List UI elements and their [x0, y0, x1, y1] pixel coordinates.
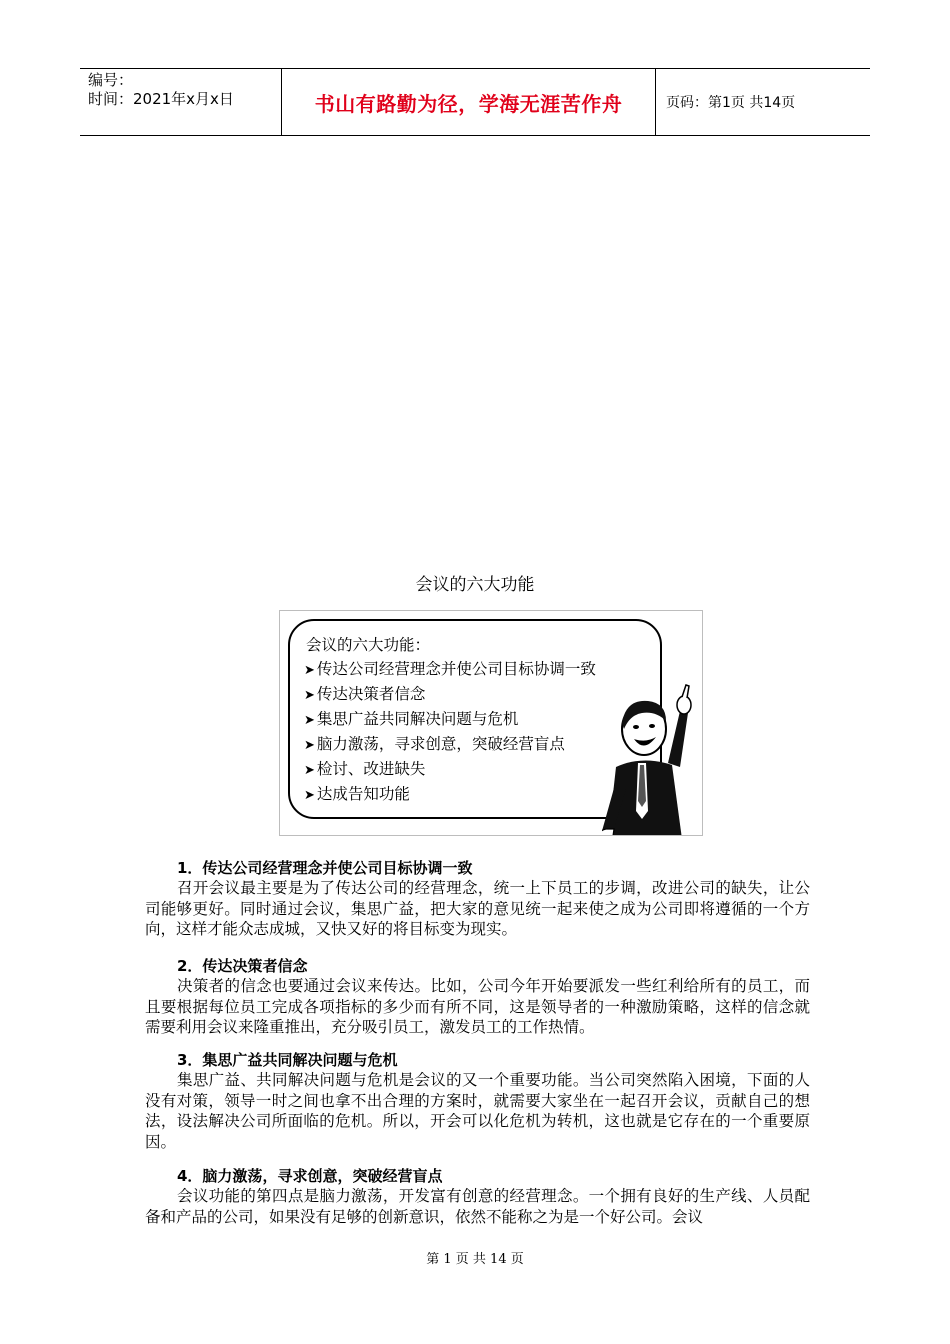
businessman-pointing-icon — [602, 671, 703, 836]
section-4 — [145, 1166, 810, 1227]
arrow-bullet-icon: ➤ — [304, 713, 315, 728]
section-body: 召开会议最主要是为了传达公司的经营理念，统一上下员工的步调，改进公司的缺失，让公司能够更好。同时通过会议，集思广益，把大家的意见统一起来使之成为公司即将遵循的一个方向，这样才能众志成城，又快又好的将目标变为现实。 — [145, 879, 810, 938]
list-item: ➤ 检讨、改进缺失 — [304, 757, 596, 782]
list-item: ➤ 集思广益共同解决问题与危机 — [304, 707, 596, 732]
time-label: 时间：2021年x月x日 — [88, 90, 234, 108]
section-2 — [145, 956, 810, 1038]
section-body: 会议功能的第四点是脑力激荡，开发富有创意的经营理念。一个拥有良好的生产线、人员配备和产品的公司，如果没有足够的创新意识，依然不能称之为是一个好公司。会议 — [145, 1187, 810, 1226]
section-body: 决策者的信念也要通过会议来传达。比如，公司今年开始要派发一些红利给所有的员工，而且要根据每位员工完成各项指标的多少而有所不同，这是领导者的一种激励策略，这样的信念就需要利用会议来隆重推出，充分吸引员工，激发员工的工作热情。 — [145, 977, 810, 1036]
list-item: ➤ 传达公司经营理念并使公司目标协调一致 — [304, 657, 596, 682]
header-meta — [80, 69, 282, 135]
list-item: ➤ 脑力激荡，寻求创意，突破经营盲点 — [304, 732, 596, 757]
document-title: 会议的六大功能 — [415, 575, 535, 595]
page-footer: 第 1 页 共 14 页 — [426, 1252, 524, 1267]
section-heading: 4．脑力激荡，寻求创意，突破经营盲点 — [177, 1167, 443, 1185]
arrow-bullet-icon: ➤ — [304, 688, 315, 703]
arrow-bullet-icon: ➤ — [304, 763, 315, 778]
section-3 — [145, 1050, 810, 1152]
six-functions-figure — [279, 610, 703, 836]
list-item: ➤ 达成告知功能 — [304, 782, 596, 807]
arrow-bullet-icon: ➤ — [304, 738, 315, 753]
number-label: 编号： — [88, 71, 134, 89]
header-table — [80, 68, 870, 136]
section-1 — [145, 858, 810, 940]
arrow-bullet-icon: ➤ — [304, 663, 315, 678]
section-heading: 3．集思广益共同解决问题与危机 — [177, 1051, 398, 1069]
list-item: ➤ 传达决策者信念 — [304, 682, 596, 707]
header-page-info: 页码：第1页 共14页 — [666, 95, 796, 111]
section-heading: 1．传达公司经营理念并使公司目标协调一致 — [177, 859, 473, 877]
function-list — [304, 657, 596, 807]
arrow-bullet-icon: ➤ — [304, 788, 315, 803]
section-body: 集思广益、共同解决问题与危机是会议的又一个重要功能。当公司突然陷入困境，下面的人没有对策，领导一时之间也拿不出合理的方案时，就需要大家坐在一起召开会议，贡献自己的想法，设法解决公司所面临的危机。所以，开会可以化危机为转机，这也就是它存在的一个重要原因。 — [145, 1071, 810, 1151]
header-motto: 书山有路勤为径，学海无涯苦作舟 — [282, 69, 656, 135]
bubble-title: 会议的六大功能： — [306, 636, 431, 654]
section-heading: 2．传达决策者信念 — [177, 957, 308, 975]
